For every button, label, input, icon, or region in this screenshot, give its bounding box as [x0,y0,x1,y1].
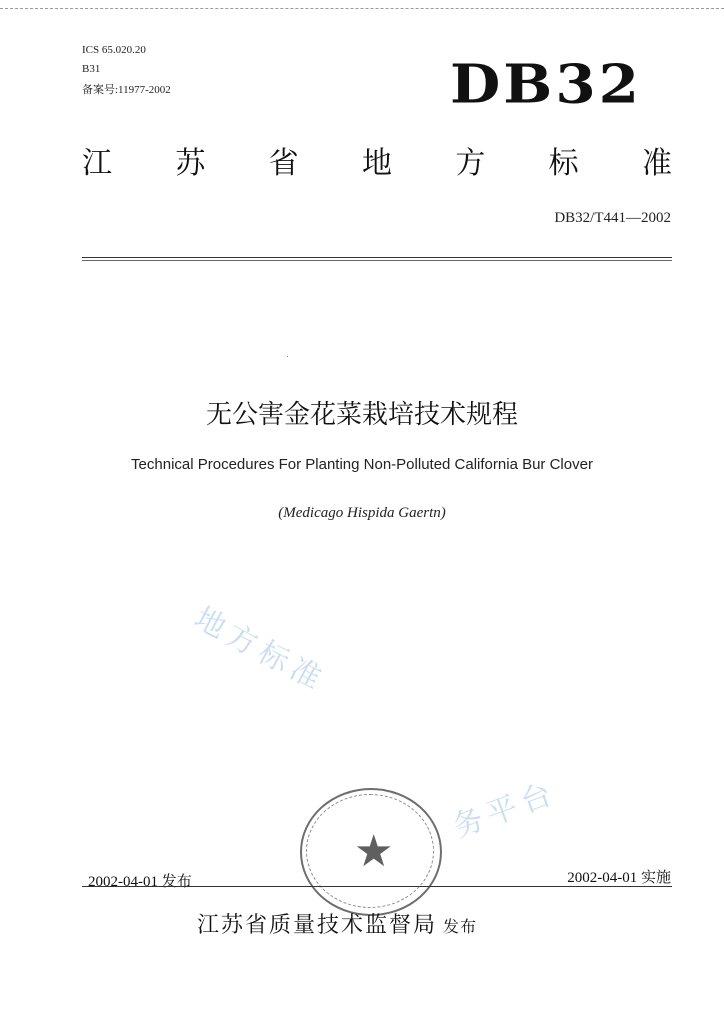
star-icon: ★ [354,826,394,877]
top-dashed-border [0,8,724,9]
watermark-text: 地方标准 [188,600,333,700]
scan-speck [287,356,288,357]
implement-label: 实施 [640,868,671,886]
standard-type-char: 准 [641,146,672,181]
implement-date-line [567,866,671,887]
standard-type-char: 地 [361,146,392,181]
db32-logo: DB32 [450,52,643,116]
standard-type-char: 方 [455,146,486,181]
latin-name: (Medicago Hispida Gaertn) [278,505,446,521]
standard-number: DB32/T441—2002 [554,210,671,226]
standard-type-char: 省 [268,146,299,181]
issue-date-line [88,870,192,891]
standard-type-char: 标 [548,146,579,181]
header-divider [82,257,672,258]
ics-code: ICS 65.020.20 [82,44,146,56]
english-title: Technical Procedures For Planting Non-Polluted California Bur Clover [131,456,593,473]
issue-label: 发布 [161,872,192,890]
header-divider-secondary [82,260,672,261]
record-number: 备案号:11977-2002 [82,84,171,96]
watermark-text: 务平台 [448,775,562,846]
issuing-authority [197,908,477,939]
implement-date: 2002-04-01 [567,870,638,886]
classification-code: B31 [82,63,101,75]
issuer-name: 江苏省质量技术监督局 [197,913,438,938]
chinese-title: 无公害金花菜栽培技术规程 [205,400,518,430]
standard-type-char: 苏 [175,146,206,181]
footer-divider [82,886,672,887]
issue-date: 2002-04-01 [88,874,158,890]
standard-type-char: 江 [82,146,112,181]
official-seal [300,788,442,916]
standard-type-heading [82,138,672,182]
issuer-suffix: 发布 [443,917,478,936]
